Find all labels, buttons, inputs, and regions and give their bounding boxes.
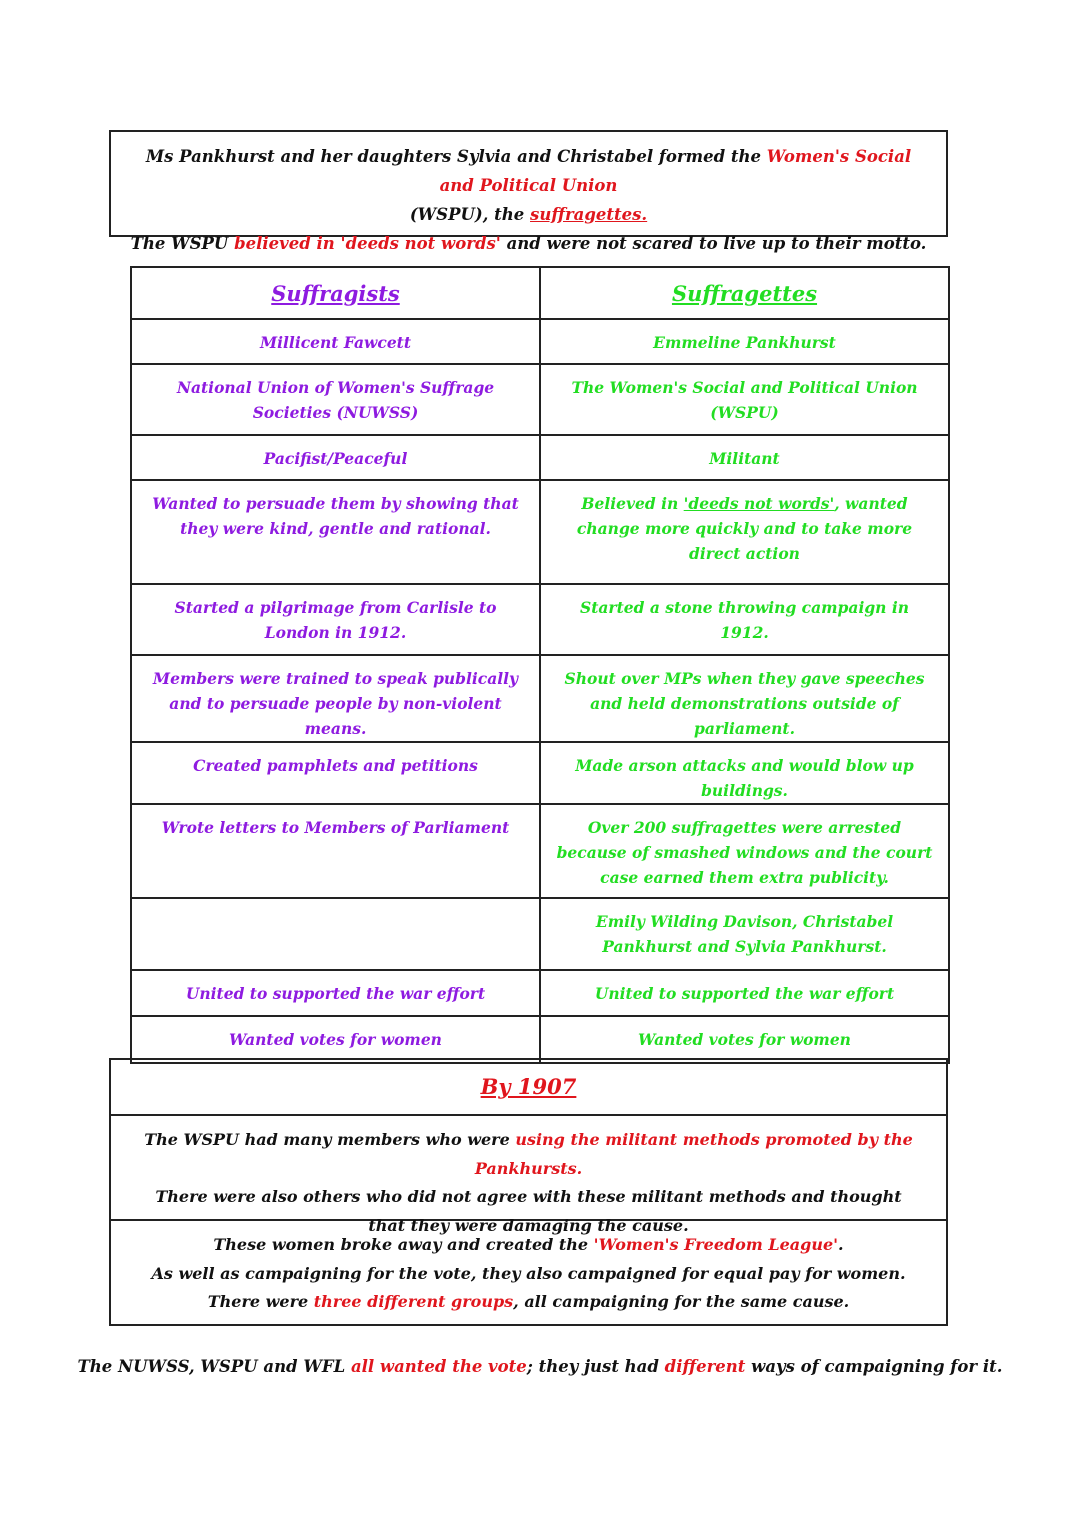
intro-box	[109, 130, 948, 253]
cell-right: Wanted votes for women	[540, 1016, 949, 1063]
header-suffragettes: Suffragettes	[540, 267, 949, 319]
cell-left: Created pamphlets and petitions	[131, 742, 540, 804]
cell-right: Militant	[540, 435, 949, 480]
intro-line-1: Ms Pankhurst and her daughters Sylvia and Christabel formed the Women's Social and Political Union	[145, 147, 912, 195]
cell-left: United to supported the war effort	[131, 970, 540, 1016]
by-1907-title: By 1907	[111, 1060, 946, 1116]
table-row	[131, 742, 949, 804]
cell-left: Wanted votes for women	[131, 1016, 540, 1063]
cell-left: Started a pilgrimage from Carlisle to London in 1912.	[131, 584, 540, 655]
cell-left: Pacifist/Peaceful	[131, 435, 540, 480]
by-1907-paragraph-1: The WSPU had many members who were using the militant methods promoted by the Pankhursts. There were also others who did not agree with these militant methods and thought that they were damaging the cause.	[111, 1116, 946, 1221]
cell-right: The Women's Social and Political Union (WSPU)	[540, 364, 949, 435]
table-header-row	[131, 267, 949, 319]
intro-line-2: (WSPU), the suffragettes.	[409, 205, 648, 224]
cell-right: Believed in 'deeds not words', wanted change more quickly and to take more direct action	[540, 480, 949, 584]
cell-left: Wanted to persuade them by showing that they were kind, gentle and rational.	[131, 480, 540, 584]
by-1907-box	[109, 1058, 948, 1326]
cell-left: Members were trained to speak publically and to persuade people by non-violent means.	[131, 655, 540, 742]
cell-right: Started a stone throwing campaign in 1912.	[540, 584, 949, 655]
intro-line-3: The WSPU believed in 'deeds not words' and were not scared to live up to their motto.	[130, 234, 927, 253]
comparison-table	[130, 266, 950, 1064]
cell-left: National Union of Women's Suffrage Societies (NUWSS)	[131, 364, 540, 435]
header-suffragists: Suffragists	[131, 267, 540, 319]
cell-right: Over 200 suffragettes were arrested because of smashed windows and the court case earned them extra publicity.	[540, 804, 949, 898]
cell-left: Millicent Fawcett	[131, 319, 540, 364]
table-row	[131, 480, 949, 584]
table-row	[131, 319, 949, 364]
summary-line: The NUWSS, WSPU and WFL all wanted the vote; they just had different ways of campaigning for it.	[77, 1357, 1003, 1376]
table-row	[131, 970, 949, 1016]
by-1907-paragraph-2: These women broke away and created the 'Women's Freedom League'. As well as campaigning for the vote, they also campaigned for equal pay for women. There were three different groups, all campaigning for the same cause.	[151, 1235, 906, 1311]
table-row	[131, 584, 949, 655]
cell-left: Wrote letters to Members of Parliament	[131, 804, 540, 898]
motto: believed in 'deeds not words'	[234, 234, 501, 253]
cell-right: Emmeline Pankhurst	[540, 319, 949, 364]
wfl-name: 'Women's Freedom League'	[593, 1235, 839, 1254]
table-row	[131, 898, 949, 970]
table-row	[131, 435, 949, 480]
cell-right: Made arson attacks and would blow up buildings.	[540, 742, 949, 804]
suffragettes-term: suffragettes.	[530, 205, 648, 224]
table-row	[131, 804, 949, 898]
wspu-name: Women's Social and Political Union	[439, 147, 912, 195]
cell-left	[131, 898, 540, 970]
cell-right: Emily Wilding Davison, Christabel Pankhurst and Sylvia Pankhurst.	[540, 898, 949, 970]
table-row	[131, 364, 949, 435]
cell-right: Shout over MPs when they gave speeches and held demonstrations outside of parliament.	[540, 655, 949, 742]
table-row	[131, 1016, 949, 1063]
table-row	[131, 655, 949, 742]
cell-right: United to supported the war effort	[540, 970, 949, 1016]
